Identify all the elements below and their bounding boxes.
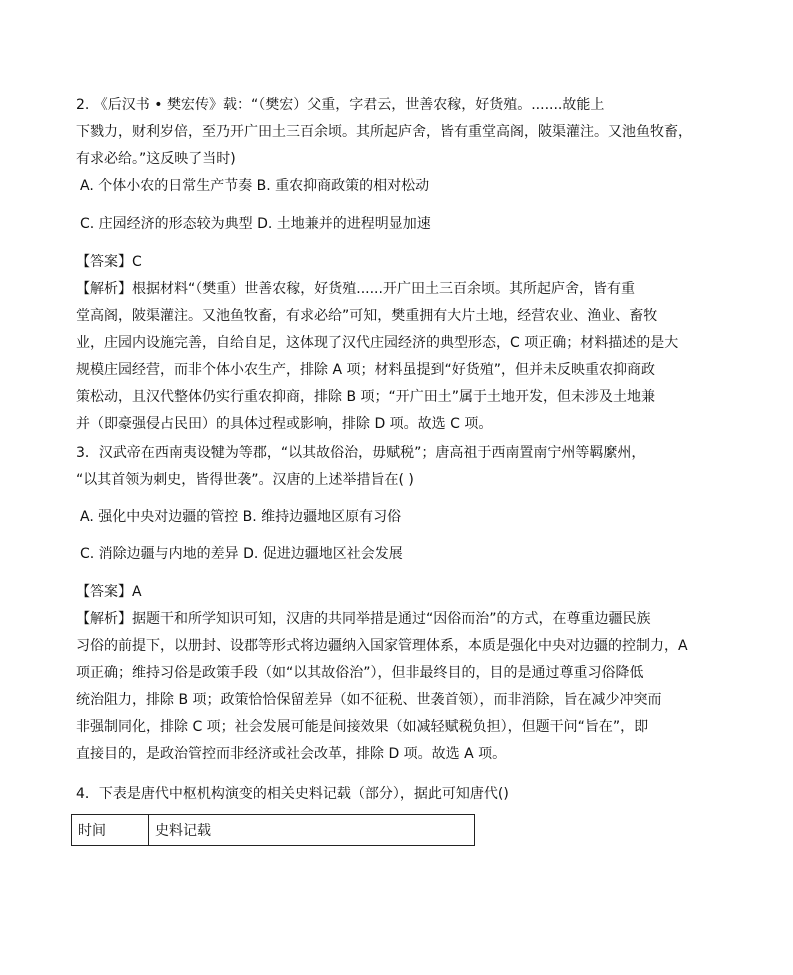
- q3-answer: 【答案】A: [76, 584, 142, 600]
- q2-stem-line-1: 2. 《后汉书 • 樊宏传》载：“（樊宏）父重，字君云，世善农稼，好货殖。.......故能上: [76, 97, 605, 113]
- q3-options-ab: A. 强化中央对边疆的管控 B. 维持边疆地区原有习俗: [80, 509, 402, 525]
- q3-stem-line-1: 3．汉武帝在西南夷设犍为等郡，“以其故俗治，毋赋税”；唐高祖于西南置南宁州等羁縻州，: [76, 445, 646, 461]
- table-header-time: 时间: [72, 815, 149, 846]
- table-header-record: 史料记载: [149, 815, 475, 846]
- q2-analysis-line-4: 规模庄园经营，而非个体小农生产，排除 A 项；材料虽提到“好货殖”，但并未反映重农抑商政: [76, 362, 655, 378]
- q4-stem: 4．下表是唐代中枢机构演变的相关史料记载（部分），据此可知唐代(): [76, 786, 509, 802]
- q3-analysis-line-6: 直接目的，是政治管控而非经济或社会改革，排除 D 项。故选 A 项。: [76, 746, 507, 762]
- q3-analysis-line-4: 统治阻力，排除 B 项；政策恰恰保留差异（如不征税、世袭首领），而非消除，旨在减少冲突而: [76, 692, 662, 708]
- q3-options-cd: C. 消除边疆与内地的差异 D. 促进边疆地区社会发展: [80, 546, 403, 562]
- q2-analysis-line-1: 【解析】根据材料“（樊重）世善农稼，好货殖......开广田土三百余顷。其所起庐舍，皆有重: [76, 281, 635, 297]
- q2-analysis-line-3: 业，庄园内设施完善，自给自足，这体现了汉代庄园经济的典型形态，C 项正确；材料描述的是大: [76, 335, 679, 351]
- q2-analysis-line-5: 策松动，且汉代整体仍实行重农抑商，排除 B 项；“开广田土”属于土地开发，但未涉及土地兼: [76, 389, 656, 405]
- q2-stem-line-3: 有求必给。”这反映了当时): [76, 151, 236, 167]
- q2-options-ab: A. 个体小农的日常生产节奏 B. 重农抑商政策的相对松动: [80, 178, 430, 194]
- q2-analysis-line-6: 并（即豪强侵占民田）的具体过程或影响，排除 D 项。故选 C 项。: [76, 416, 493, 432]
- table-header-row: [72, 815, 475, 846]
- q3-analysis-line-2: 习俗的前提下，以册封、设郡等形式将边疆纳入国家管理体系，本质是强化中央对边疆的控制力，A: [76, 638, 688, 654]
- q2-stem-line-2: 下戮力，财利岁倍，至乃开广田土三百余顷。其所起庐舍，皆有重堂高阁，陂渠灌注。又池鱼牧畜，: [76, 124, 692, 140]
- q2-answer: 【答案】C: [76, 254, 142, 270]
- q3-analysis-line-5: 非强制同化，排除 C 项；社会发展可能是间接效果（如减轻赋税负担），但题干问“旨在”，即: [76, 719, 649, 735]
- q3-stem-line-2: “以其首领为刺史，皆得世袭”。汉唐的上述举措旨在( ): [76, 472, 414, 488]
- q3-analysis-line-1: 【解析】据题干和所学知识可知，汉唐的共同举措是通过“因俗而治”的方式，在尊重边疆民族: [76, 611, 651, 627]
- q2-analysis-line-2: 堂高阁，陂渠灌注。又池鱼牧畜，有求必给”可知，樊重拥有大片土地，经营农业、渔业、畜牧: [76, 308, 658, 324]
- q3-analysis-line-3: 项正确；维持习俗是政策手段（如“以其故俗治”），但非最终目的，目的是通过尊重习俗降低: [76, 665, 644, 681]
- q2-options-cd: C. 庄园经济的形态较为典型 D. 土地兼并的进程明显加速: [80, 216, 431, 232]
- q4-table: [71, 814, 475, 846]
